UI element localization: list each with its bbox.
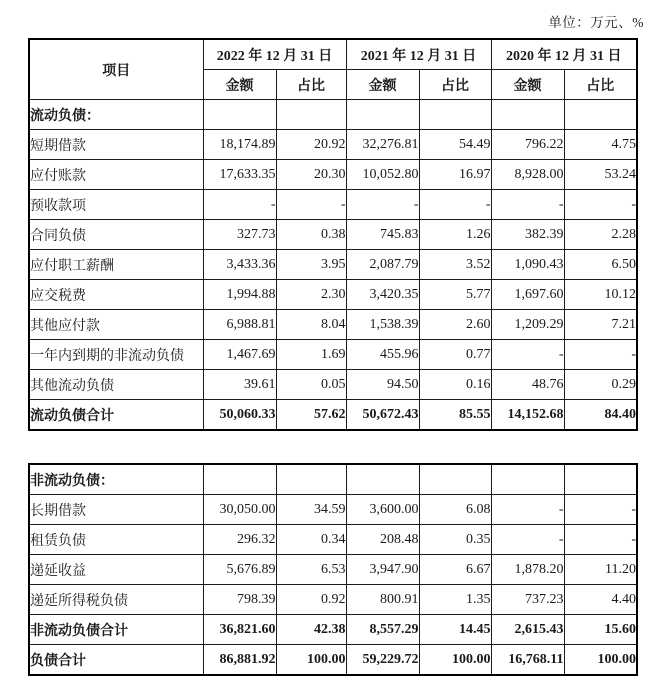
cell-value: 84.40 [564, 400, 637, 431]
cell-value: 8,557.29 [346, 615, 419, 645]
cell-value: - [564, 340, 637, 370]
cell-value: 1.26 [419, 220, 491, 250]
cell-value: 86,881.92 [203, 645, 276, 676]
date-header-row [29, 39, 637, 70]
cell-value: 798.39 [203, 585, 276, 615]
cell-value: 0.29 [564, 370, 637, 400]
table-row [29, 370, 637, 400]
table-header [29, 39, 637, 100]
row-label: 非流动负债合计 [29, 615, 203, 645]
cell-value: 14.45 [419, 615, 491, 645]
cell-value: 3,433.36 [203, 250, 276, 280]
row-label: 长期借款 [29, 495, 203, 525]
row-label: 其他流动负债 [29, 370, 203, 400]
cell-value: 455.96 [346, 340, 419, 370]
table-row [29, 100, 637, 130]
cell-value: 4.40 [564, 585, 637, 615]
cell-value: - [203, 190, 276, 220]
cell-value: 1,209.29 [491, 310, 564, 340]
cell-value: 94.50 [346, 370, 419, 400]
cell-value [276, 464, 346, 495]
column-header-amount: 金额 [491, 70, 564, 100]
cell-value: 85.55 [419, 400, 491, 431]
cell-value: - [564, 495, 637, 525]
table-row [29, 340, 637, 370]
column-header-date-2022: 2022 年 12 月 31 日 [203, 39, 346, 70]
cell-value: 48.76 [491, 370, 564, 400]
cell-value: 2,615.43 [491, 615, 564, 645]
cell-value: 100.00 [419, 645, 491, 676]
cell-value: 7.21 [564, 310, 637, 340]
cell-value: 208.48 [346, 525, 419, 555]
cell-value: 1.35 [419, 585, 491, 615]
current-liabilities-body [29, 100, 637, 431]
cell-value: 1,697.60 [491, 280, 564, 310]
row-label: 应付职工薪酬 [29, 250, 203, 280]
cell-value: 2.30 [276, 280, 346, 310]
table-row [29, 464, 637, 495]
cell-value: 15.60 [564, 615, 637, 645]
table-row [29, 615, 637, 645]
cell-value: 3,420.35 [346, 280, 419, 310]
cell-value: 10.12 [564, 280, 637, 310]
cell-value: 8.04 [276, 310, 346, 340]
cell-value: 2,087.79 [346, 250, 419, 280]
cell-value [419, 464, 491, 495]
row-label: 非流动负债： [29, 464, 203, 495]
cell-value: 0.16 [419, 370, 491, 400]
column-header-amount: 金额 [203, 70, 276, 100]
cell-value: 36,821.60 [203, 615, 276, 645]
cell-value: 10,052.80 [346, 160, 419, 190]
cell-value: 30,050.00 [203, 495, 276, 525]
non-current-liabilities-body [29, 464, 637, 675]
cell-value: - [564, 525, 637, 555]
cell-value: 16.97 [419, 160, 491, 190]
cell-value: 0.38 [276, 220, 346, 250]
table-row [29, 130, 637, 160]
cell-value [203, 464, 276, 495]
cell-value: 3,947.90 [346, 555, 419, 585]
cell-value: 34.59 [276, 495, 346, 525]
cell-value: - [491, 190, 564, 220]
row-label: 租赁负债 [29, 525, 203, 555]
table-row [29, 310, 637, 340]
row-label: 递延收益 [29, 555, 203, 585]
cell-value: 6.50 [564, 250, 637, 280]
cell-value: 57.62 [276, 400, 346, 431]
cell-value: - [491, 495, 564, 525]
cell-value: 382.39 [491, 220, 564, 250]
cell-value [491, 464, 564, 495]
unit-label: 单位：万元、% [548, 15, 644, 30]
cell-value: 100.00 [276, 645, 346, 676]
cell-value: 5.77 [419, 280, 491, 310]
row-label: 流动负债： [29, 100, 203, 130]
row-label: 应付账款 [29, 160, 203, 190]
cell-value: 50,672.43 [346, 400, 419, 431]
cell-value: 296.32 [203, 525, 276, 555]
cell-value: 4.75 [564, 130, 637, 160]
cell-value: 796.22 [491, 130, 564, 160]
row-label: 预收款项 [29, 190, 203, 220]
cell-value: 0.05 [276, 370, 346, 400]
cell-value [564, 100, 637, 130]
cell-value: 737.23 [491, 585, 564, 615]
cell-value: - [419, 190, 491, 220]
cell-value [276, 100, 346, 130]
cell-value: 53.24 [564, 160, 637, 190]
cell-value: - [491, 525, 564, 555]
table-row [29, 280, 637, 310]
column-header-ratio: 占比 [276, 70, 346, 100]
cell-value: 0.77 [419, 340, 491, 370]
table-row [29, 525, 637, 555]
column-header-date-2021: 2021 年 12 月 31 日 [346, 39, 491, 70]
cell-value: 0.34 [276, 525, 346, 555]
cell-value: 800.91 [346, 585, 419, 615]
column-header-ratio: 占比 [419, 70, 491, 100]
cell-value: - [564, 190, 637, 220]
cell-value [346, 100, 419, 130]
column-header-ratio: 占比 [564, 70, 637, 100]
cell-value [419, 100, 491, 130]
row-label: 合同负债 [29, 220, 203, 250]
cell-value: 100.00 [564, 645, 637, 676]
cell-value: 8,928.00 [491, 160, 564, 190]
row-label: 应交税费 [29, 280, 203, 310]
current-liabilities-table [28, 38, 638, 431]
cell-value: 11.20 [564, 555, 637, 585]
table-row [29, 495, 637, 525]
cell-value: - [276, 190, 346, 220]
table-row [29, 250, 637, 280]
cell-value [491, 100, 564, 130]
cell-value: 20.92 [276, 130, 346, 160]
table-row [29, 585, 637, 615]
cell-value: 2.28 [564, 220, 637, 250]
cell-value: 39.61 [203, 370, 276, 400]
cell-value: 2.60 [419, 310, 491, 340]
cell-value [346, 464, 419, 495]
cell-value: 42.38 [276, 615, 346, 645]
cell-value: 32,276.81 [346, 130, 419, 160]
column-header-item: 项目 [29, 39, 203, 100]
cell-value: 20.30 [276, 160, 346, 190]
cell-value: 1,467.69 [203, 340, 276, 370]
cell-value: 745.83 [346, 220, 419, 250]
cell-value: 1.69 [276, 340, 346, 370]
table-row [29, 160, 637, 190]
cell-value: 6.53 [276, 555, 346, 585]
cell-value: 0.35 [419, 525, 491, 555]
row-label: 递延所得税负债 [29, 585, 203, 615]
cell-value: 54.49 [419, 130, 491, 160]
table-row [29, 220, 637, 250]
cell-value: 14,152.68 [491, 400, 564, 431]
row-label: 一年内到期的非流动负债 [29, 340, 203, 370]
table-row [29, 645, 637, 676]
table-row [29, 190, 637, 220]
cell-value: 59,229.72 [346, 645, 419, 676]
cell-value: 17,633.35 [203, 160, 276, 190]
cell-value: 3.95 [276, 250, 346, 280]
cell-value: 0.92 [276, 585, 346, 615]
row-label: 流动负债合计 [29, 400, 203, 431]
cell-value: 5,676.89 [203, 555, 276, 585]
cell-value: 6.08 [419, 495, 491, 525]
cell-value: 6.67 [419, 555, 491, 585]
cell-value: 1,878.20 [491, 555, 564, 585]
cell-value [564, 464, 637, 495]
column-header-date-2020: 2020 年 12 月 31 日 [491, 39, 637, 70]
cell-value: 3,600.00 [346, 495, 419, 525]
cell-value: 3.52 [419, 250, 491, 280]
cell-value: 1,994.88 [203, 280, 276, 310]
cell-value: 16,768.11 [491, 645, 564, 676]
column-header-amount: 金额 [346, 70, 419, 100]
table-row [29, 400, 637, 431]
table-row [29, 555, 637, 585]
cell-value: 6,988.81 [203, 310, 276, 340]
cell-value [203, 100, 276, 130]
cell-value: 50,060.33 [203, 400, 276, 431]
cell-value: - [346, 190, 419, 220]
cell-value: 18,174.89 [203, 130, 276, 160]
row-label: 短期借款 [29, 130, 203, 160]
cell-value: 1,090.43 [491, 250, 564, 280]
cell-value: - [491, 340, 564, 370]
row-label: 其他应付款 [29, 310, 203, 340]
non-current-liabilities-table [28, 463, 638, 676]
row-label: 负债合计 [29, 645, 203, 676]
cell-value: 327.73 [203, 220, 276, 250]
cell-value: 1,538.39 [346, 310, 419, 340]
